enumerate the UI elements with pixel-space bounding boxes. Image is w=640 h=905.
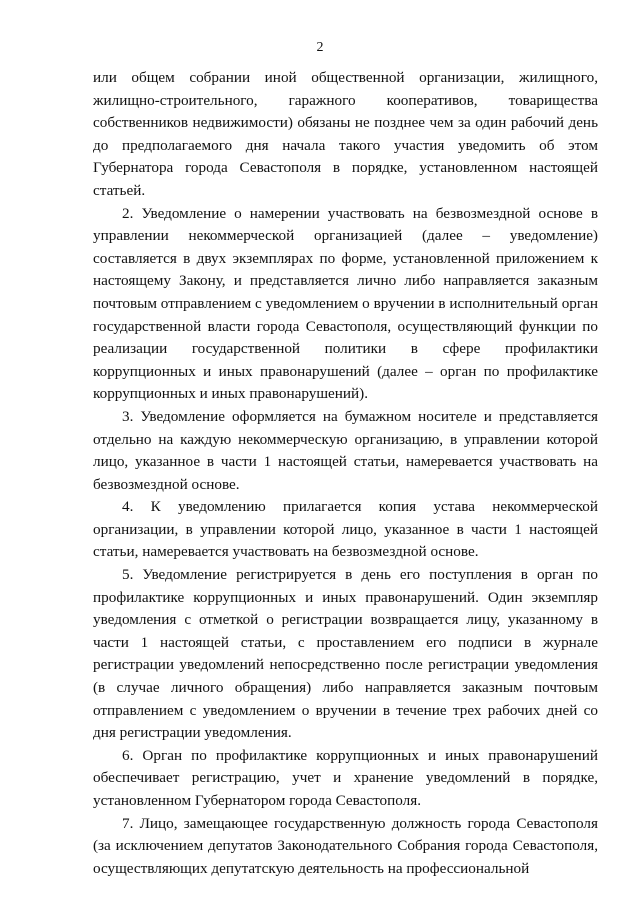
paragraph-3: 3. Уведомление оформляется на бумажном носителе и представляется отдельно на каждую некоммерческую организацию, в управлении которой лицо, указанное в части 1 настоящей статьи, намеревается участвовать на безвозмездной основе.	[93, 407, 598, 493]
page-number: 2	[316, 40, 324, 55]
paragraph-5: 5. Уведомление регистрируется в день его поступления в орган по профилактике коррупционных и иных правонарушений. Один экземпляр уведомления с отметкой о регистрации возвращается лицу, указанному в части 1 настоящей статьи, с проставлением его подписи в журнале регистрации уведомлений непосредственно после регистрации уведомления (в случае личного обращения) либо направляется заказным почтовым отправлением с уведомлением о вручении в течение трех рабочих дней со дня регистрации уведомления.	[93, 566, 598, 742]
document-body	[93, 67, 598, 880]
paragraph-7: 7. Лицо, замещающее государственную должность города Севастополя (за исключением депутатов Законодательного Собрания города Севастополя, осуществляющих депутатскую деятельность на профессиональной	[93, 814, 598, 877]
paragraph-6: 6. Орган по профилактике коррупционных и иных правонарушений обеспечивает регистрацию, учет и хранение уведомлений в порядке, установленном Губернатором города Севастополя.	[93, 746, 598, 809]
paragraph-4: 4. К уведомлению прилагается копия устава некоммерческой организации, в управлении которой лицо, указанное в части 1 настоящей статьи, намеревается участвовать на безвозмездной основе.	[93, 498, 598, 561]
paragraph-2: 2. Уведомление о намерении участвовать на безвозмездной основе в управлении некоммерческой организацией (далее – уведомление) составляется в двух экземплярах по форме, установленной приложением к настоящему Закону, и представляется лично либо направляется заказным почтовым отправлением с уведомлением о вручении в исполнительный орган государственной власти города Севастополя, осуществляющий функции по реализации государственной политики в сфере профилактики коррупционных и иных правонарушений (далее – орган по профилактике коррупционных и иных правонарушений).	[93, 204, 598, 403]
paragraph-continuation: или общем собрании иной общественной организации, жилищного, жилищно-строительного, гаражного кооперативов, товарищества собственников недвижимости) обязаны не позднее чем за один рабочий день до предполагаемого дня начала такого участия уведомить об этом Губернатора города Севастополя в порядке, установленном настоящей статьей.	[93, 69, 598, 199]
